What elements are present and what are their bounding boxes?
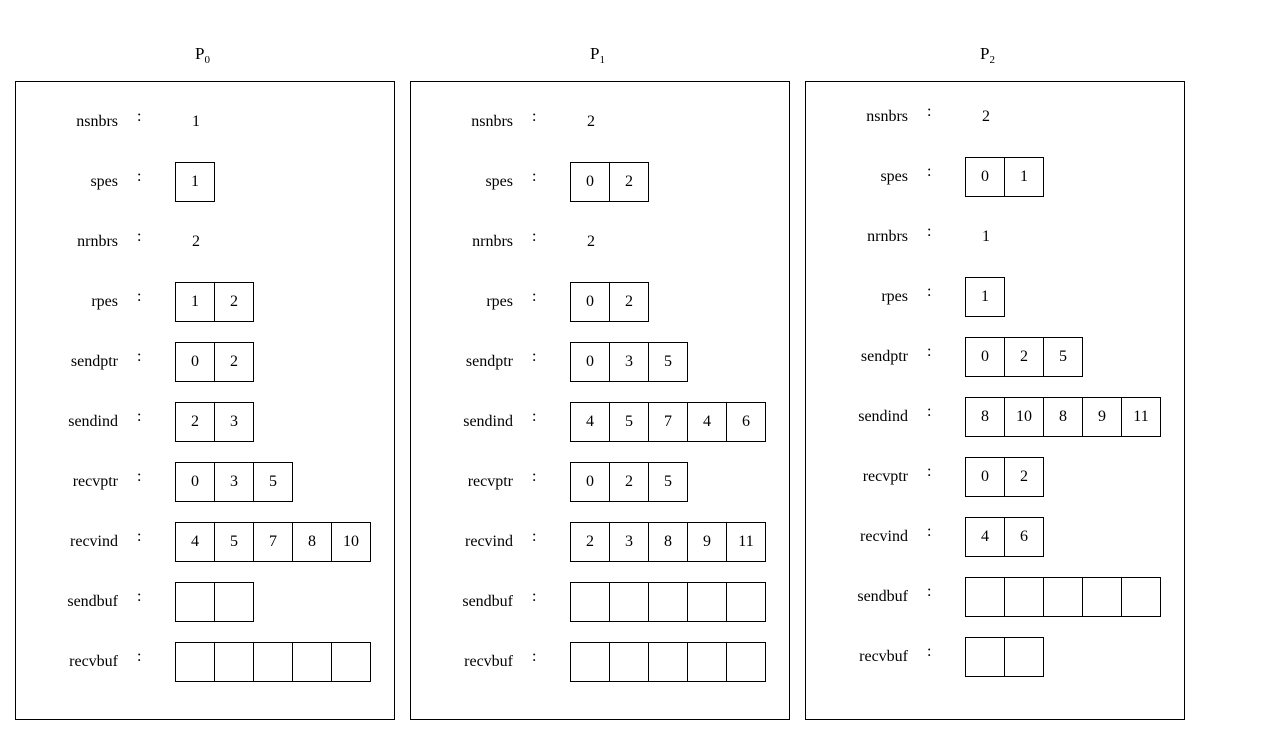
scalar-value: 1 [982, 228, 990, 245]
array-cell: 3 [214, 402, 254, 442]
row-rpes [16, 282, 394, 322]
row-nsnbrs [806, 97, 1184, 137]
row-separator: : [927, 223, 932, 240]
array-sendbuf [965, 577, 1161, 617]
row-sendind [806, 397, 1184, 437]
row-label: rpes [91, 293, 118, 310]
row-separator: : [532, 468, 537, 485]
row-recvptr [16, 462, 394, 502]
row-sendind [411, 402, 789, 442]
row-label: sendbuf [857, 588, 908, 605]
processor-title-p0 [195, 44, 210, 66]
processor-panel-p2 [805, 81, 1185, 720]
row-label: nsnbrs [76, 113, 118, 130]
array-cell: 2 [214, 282, 254, 322]
processor-panel-p1 [410, 81, 790, 720]
row-separator: : [137, 648, 142, 665]
array-cell: 4 [687, 402, 727, 442]
row-separator: : [532, 408, 537, 425]
array-sendptr [965, 337, 1083, 377]
row-label: recvind [465, 533, 513, 550]
array-cell [1121, 577, 1161, 617]
processor-title-letter: P [590, 44, 600, 63]
array-cell: 7 [648, 402, 688, 442]
row-label: spes [880, 168, 908, 185]
row-label: rpes [486, 293, 513, 310]
row-separator: : [927, 523, 932, 540]
array-cell: 2 [1004, 337, 1044, 377]
array-cell: 4 [965, 517, 1005, 557]
array-recvbuf [965, 637, 1044, 677]
row-recvind [806, 517, 1184, 557]
array-cell: 0 [570, 342, 610, 382]
row-recvbuf [411, 642, 789, 682]
array-cell [648, 582, 688, 622]
array-spes [570, 162, 649, 202]
row-label: sendbuf [462, 593, 513, 610]
row-rpes [806, 277, 1184, 317]
array-sendind [965, 397, 1161, 437]
array-cell: 2 [609, 162, 649, 202]
row-spes [16, 162, 394, 202]
row-separator: : [927, 283, 932, 300]
array-cell: 6 [1004, 517, 1044, 557]
row-label: sendind [463, 413, 513, 430]
row-nrnbrs [411, 222, 789, 262]
row-separator: : [532, 168, 537, 185]
row-rpes [411, 282, 789, 322]
array-cell [965, 577, 1005, 617]
row-recvbuf [806, 637, 1184, 677]
array-recvptr [175, 462, 293, 502]
row-label: spes [485, 173, 513, 190]
row-label: recvptr [72, 473, 118, 490]
array-cell [570, 582, 610, 622]
array-cell: 5 [609, 402, 649, 442]
array-cell: 5 [648, 462, 688, 502]
array-cell [726, 642, 766, 682]
array-cell [609, 582, 649, 622]
array-cell [687, 582, 727, 622]
row-separator: : [927, 103, 932, 120]
array-cell [687, 642, 727, 682]
row-separator: : [137, 588, 142, 605]
array-cell: 2 [175, 402, 215, 442]
row-separator: : [927, 643, 932, 660]
array-cell: 2 [1004, 457, 1044, 497]
array-cell: 10 [1004, 397, 1044, 437]
row-sendbuf [16, 582, 394, 622]
scalar-value: 2 [587, 233, 595, 250]
array-cell [292, 642, 332, 682]
scalar-value: 2 [587, 113, 595, 130]
row-label: recvind [860, 528, 908, 545]
row-separator: : [532, 108, 537, 125]
row-sendind [16, 402, 394, 442]
array-sendind [175, 402, 254, 442]
array-cell: 0 [965, 457, 1005, 497]
array-recvbuf [570, 642, 766, 682]
array-recvbuf [175, 642, 371, 682]
array-cell [1082, 577, 1122, 617]
array-sendptr [570, 342, 688, 382]
row-sendptr [411, 342, 789, 382]
array-cell: 2 [609, 462, 649, 502]
array-cell: 3 [609, 522, 649, 562]
row-separator: : [927, 583, 932, 600]
array-cell: 0 [570, 162, 610, 202]
array-cell: 2 [214, 342, 254, 382]
array-recvind [965, 517, 1044, 557]
row-label: nsnbrs [471, 113, 513, 130]
row-separator: : [137, 168, 142, 185]
array-cell: 1 [1004, 157, 1044, 197]
processor-title-p1 [590, 44, 605, 66]
row-separator: : [927, 463, 932, 480]
row-label: sendbuf [67, 593, 118, 610]
row-separator: : [532, 648, 537, 665]
row-sendptr [16, 342, 394, 382]
row-label: recvptr [862, 468, 908, 485]
array-sendptr [175, 342, 254, 382]
row-recvptr [411, 462, 789, 502]
row-separator: : [532, 288, 537, 305]
array-cell [726, 582, 766, 622]
scalar-value: 1 [192, 113, 200, 130]
array-sendbuf [175, 582, 254, 622]
row-label: recvbuf [69, 653, 118, 670]
processor-panel-p0 [15, 81, 395, 720]
array-cell [648, 642, 688, 682]
array-recvind [570, 522, 766, 562]
array-cell [214, 642, 254, 682]
array-rpes [570, 282, 649, 322]
row-separator: : [927, 403, 932, 420]
scalar-value: 2 [982, 108, 990, 125]
row-label: nrnbrs [77, 233, 118, 250]
row-sendbuf [806, 577, 1184, 617]
processor-title-letter: P [195, 44, 205, 63]
row-label: recvind [70, 533, 118, 550]
row-separator: : [137, 408, 142, 425]
array-cell: 5 [214, 522, 254, 562]
row-nrnbrs [806, 217, 1184, 257]
processor-title-letter: P [980, 44, 990, 63]
row-label: spes [90, 173, 118, 190]
array-cell: 4 [570, 402, 610, 442]
array-cell [331, 642, 371, 682]
array-cell: 1 [965, 277, 1005, 317]
array-cell [1004, 637, 1044, 677]
row-sendptr [806, 337, 1184, 377]
row-label: recvbuf [464, 653, 513, 670]
array-sendbuf [570, 582, 766, 622]
processor-title-subscript: 1 [599, 54, 605, 66]
array-rpes [175, 282, 254, 322]
array-cell: 2 [570, 522, 610, 562]
processor-title-subscript: 2 [989, 54, 995, 66]
array-recvptr [570, 462, 688, 502]
array-cell [214, 582, 254, 622]
array-cell: 5 [648, 342, 688, 382]
array-spes [175, 162, 215, 202]
array-spes [965, 157, 1044, 197]
array-cell: 2 [609, 282, 649, 322]
array-cell: 1 [175, 282, 215, 322]
array-rpes [965, 277, 1005, 317]
array-cell: 8 [648, 522, 688, 562]
row-separator: : [532, 588, 537, 605]
row-nsnbrs [16, 102, 394, 142]
row-separator: : [532, 528, 537, 545]
array-cell: 5 [1043, 337, 1083, 377]
row-recvptr [806, 457, 1184, 497]
row-nsnbrs [411, 102, 789, 142]
array-cell [175, 582, 215, 622]
array-cell [175, 642, 215, 682]
row-recvbuf [16, 642, 394, 682]
array-cell: 9 [687, 522, 727, 562]
row-separator: : [532, 348, 537, 365]
row-spes [806, 157, 1184, 197]
array-cell: 8 [965, 397, 1005, 437]
array-cell: 7 [253, 522, 293, 562]
row-recvind [16, 522, 394, 562]
row-label: sendind [68, 413, 118, 430]
array-cell: 3 [609, 342, 649, 382]
array-cell: 4 [175, 522, 215, 562]
row-label: sendptr [465, 353, 513, 370]
array-cell: 8 [292, 522, 332, 562]
row-spes [411, 162, 789, 202]
row-label: sendptr [70, 353, 118, 370]
row-nrnbrs [16, 222, 394, 262]
row-label: nrnbrs [472, 233, 513, 250]
row-label: nsnbrs [866, 108, 908, 125]
array-recvptr [965, 457, 1044, 497]
array-cell: 5 [253, 462, 293, 502]
array-cell: 6 [726, 402, 766, 442]
row-label: sendind [858, 408, 908, 425]
array-cell: 0 [965, 157, 1005, 197]
processor-title-subscript: 0 [204, 54, 210, 66]
row-separator: : [137, 288, 142, 305]
row-separator: : [927, 163, 932, 180]
array-cell: 0 [175, 342, 215, 382]
array-cell: 8 [1043, 397, 1083, 437]
array-cell: 0 [175, 462, 215, 502]
row-label: nrnbrs [867, 228, 908, 245]
row-recvind [411, 522, 789, 562]
array-cell: 10 [331, 522, 371, 562]
row-separator: : [137, 108, 142, 125]
array-cell [1043, 577, 1083, 617]
row-label: recvptr [467, 473, 513, 490]
array-cell: 1 [175, 162, 215, 202]
array-cell [1004, 577, 1044, 617]
row-separator: : [137, 468, 142, 485]
array-sendind [570, 402, 766, 442]
array-cell: 0 [570, 462, 610, 502]
array-cell [965, 637, 1005, 677]
row-separator: : [137, 348, 142, 365]
array-cell: 11 [1121, 397, 1161, 437]
processor-title-p2 [980, 44, 995, 66]
row-separator: : [137, 528, 142, 545]
array-cell [570, 642, 610, 682]
array-cell: 0 [965, 337, 1005, 377]
row-separator: : [927, 343, 932, 360]
array-cell [253, 642, 293, 682]
scalar-value: 2 [192, 233, 200, 250]
row-label: rpes [881, 288, 908, 305]
array-cell: 3 [214, 462, 254, 502]
array-recvind [175, 522, 371, 562]
row-separator: : [137, 228, 142, 245]
row-label: recvbuf [859, 648, 908, 665]
row-sendbuf [411, 582, 789, 622]
row-label: sendptr [860, 348, 908, 365]
row-separator: : [532, 228, 537, 245]
array-cell [609, 642, 649, 682]
array-cell: 9 [1082, 397, 1122, 437]
array-cell: 11 [726, 522, 766, 562]
array-cell: 0 [570, 282, 610, 322]
